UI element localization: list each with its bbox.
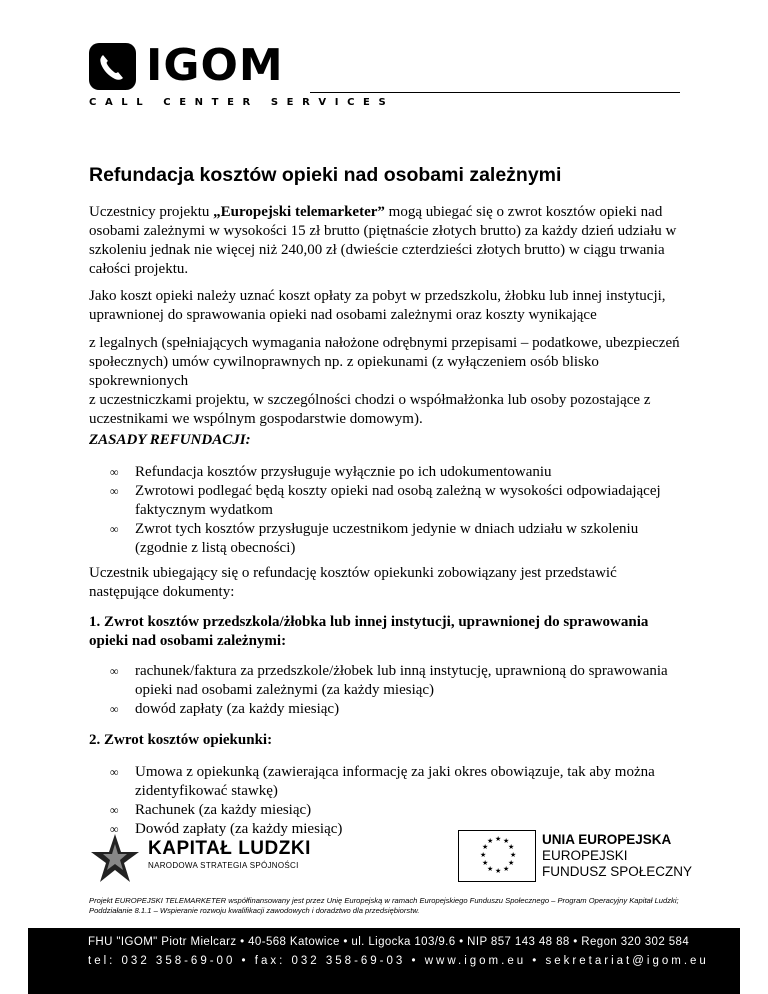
section2-list bbox=[110, 763, 690, 839]
documents-paragraph: Uczestnik ubiegający się o refundację kosztów opiekunki zobowiązany jest przedstawić następujące dokumenty: bbox=[89, 565, 617, 600]
list-item: ∞ Refundacja kosztów przysługuje wyłącznie po ich udokumentowaniu bbox=[110, 463, 690, 482]
list-item: ∞ Zwrotowi podlegać będą koszty opieki nad osobą zależną w wysokości odpowiadającej faktycznym wydatkom bbox=[110, 482, 690, 520]
list-item: ∞ Zwrot tych kosztów przysługuje uczestnikom jedynie w dniach udziału w szkoleniu (zgodnie z listą obecności) bbox=[110, 520, 690, 558]
project-name: „Europejski telemarketer” bbox=[213, 204, 385, 220]
eu-line-2: EUROPEJSKI bbox=[542, 848, 628, 863]
svg-text:★: ★ bbox=[480, 851, 487, 859]
footer-company-info: FHU "IGOM" Piotr Mielcarz • 40-568 Katowice • ul. Ligocka 103/9.6 • NIP 857 143 48 88 • Regon 320 302 584 bbox=[88, 936, 690, 948]
footer bbox=[28, 928, 740, 994]
cost-definition-paragraph: Jako koszt opieki należy uznać koszt opłaty za pobyt w przedszkolu, żłobku lub innej instytucji, uprawnionej do sprawowania opieki nad osobami zależnymi oraz koszty wynikające bbox=[89, 288, 666, 323]
svg-text:★: ★ bbox=[487, 837, 494, 845]
eu-flag-icon bbox=[458, 830, 536, 882]
rules-list bbox=[110, 463, 690, 558]
list-item: ∞ dowód zapłaty (za każdy miesiąc) bbox=[110, 700, 690, 719]
page-title: Refundacja kosztów opieki nad osobami zależnymi bbox=[89, 164, 562, 186]
svg-text:★: ★ bbox=[482, 843, 489, 851]
funding-note: Projekt EUROPEJSKI TELEMARKETER współfinansowany jest przez Unię Europejską w ramach Europejskiego Funduszu Społecznego – Program Operacyjny Kapitał Ludzki; Poddziałanie 8.1.1 – Wspieranie rozwoju kwalifikacji zawodowych i doradztwo dla przedsiębiorstw. bbox=[89, 896, 679, 915]
eu-label bbox=[542, 832, 692, 880]
contracts-text-2: z uczestniczkami projektu, w szczególności chodzi o współmałżonka lub osoby pozostające z uczestnikami we wspólnym gospodarstwie domowym). bbox=[89, 392, 651, 427]
header-divider bbox=[310, 92, 680, 93]
svg-text:★: ★ bbox=[482, 859, 489, 867]
svg-text:★: ★ bbox=[503, 837, 510, 845]
svg-text:★: ★ bbox=[487, 865, 494, 873]
kapital-ludzki-title: KAPITAŁ LUDZKI bbox=[148, 838, 311, 859]
contracts-paragraph bbox=[89, 334, 687, 429]
intro-paragraph bbox=[89, 203, 687, 279]
footer-contact-info: tel: 032 358-69-00 • fax: 032 358-69-03 • www.igom.eu • sekretariat@igom.eu bbox=[88, 955, 709, 967]
brand-tagline: CALL CENTER SERVICES bbox=[89, 97, 395, 108]
svg-text:★: ★ bbox=[495, 867, 502, 875]
intro-text-post: mogą ubiegać się o zwrot kosztów opieki nad osobami zależnymi w wysokości 15 zł brutto (piętnaście złotych brutto) za każdy dzień udziału w szkoleniu jednak nie więcej niż 240,00 zł (dwieście czterdzieści złotych brutto) w ciągu trwania całości projektu. bbox=[89, 204, 677, 277]
intro-text-pre: Uczestnicy projektu bbox=[89, 204, 214, 220]
kapital-ludzki-star-icon bbox=[89, 832, 141, 887]
eu-line-1: UNIA EUROPEJSKA bbox=[542, 832, 672, 847]
svg-text:★: ★ bbox=[508, 843, 515, 851]
svg-text:★: ★ bbox=[503, 865, 510, 873]
section1-heading: 1. Zwrot kosztów przedszkola/żłobka lub innej instytucji, uprawnionej do sprawowania opieki nad osobami zależnymi: bbox=[89, 614, 649, 649]
rules-heading: ZASADY REFUNDACJI: bbox=[89, 432, 251, 448]
phone-logo-icon bbox=[89, 43, 136, 90]
list-item: ∞ Dowód zapłaty (za każdy miesiąc) bbox=[110, 820, 690, 839]
svg-text:★: ★ bbox=[508, 859, 515, 867]
list-item: ∞ Umowa z opiekunką (zawierająca informację za jaki okres obowiązuje, tak aby można zidentyfikować stawkę) bbox=[110, 763, 690, 801]
svg-text:★: ★ bbox=[510, 851, 517, 859]
brand-logo: IGOM bbox=[146, 40, 284, 91]
contracts-text-1: z legalnych (spełniających wymagania nałożone odrębnymi przepisami – podatkowe, ubezpieczeń społecznych) umów cywilnoprawnych np. z opiekunami (z wyłączeniem osób blisko spokrewnionych bbox=[89, 335, 680, 389]
section2-heading: 2. Zwrot kosztów opiekunki: bbox=[89, 732, 273, 748]
svg-text:★: ★ bbox=[495, 835, 502, 843]
eu-line-3: FUNDUSZ SPOŁECZNY bbox=[542, 864, 693, 879]
list-item: ∞ rachunek/faktura za przedszkole/żłobek lub inną instytucję, uprawnioną do sprawowania opieki nad osobami zależnymi (za każdy miesiąc) bbox=[110, 662, 690, 700]
kapital-ludzki-subtitle: NARODOWA STRATEGIA SPÓJNOŚCI bbox=[148, 861, 299, 870]
section1-list bbox=[110, 662, 690, 719]
list-item: ∞ Rachunek (za każdy miesiąc) bbox=[110, 801, 690, 820]
